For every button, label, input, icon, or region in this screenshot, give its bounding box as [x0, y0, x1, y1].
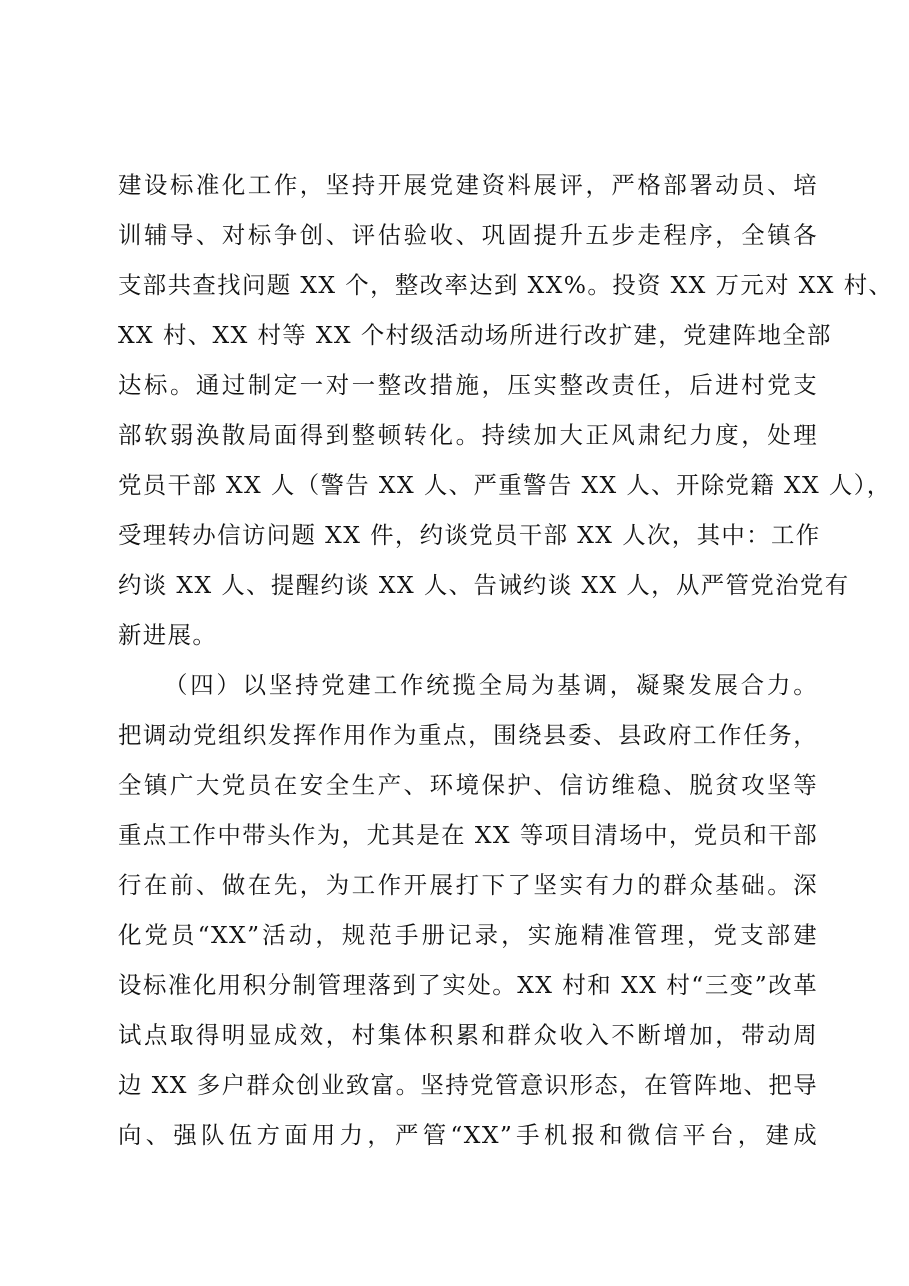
paragraph-line: 新进展。	[118, 621, 218, 649]
paragraph-line: 达标。通过制定一对一整改措施，压实整改责任，后进村党支	[118, 371, 818, 399]
paragraph-line: 把调动党组织发挥作用作为重点，围绕县委、县政府工作任务，	[118, 721, 818, 749]
paragraph-line: 训辅导、对标争创、评估验收、巩固提升五步走程序，全镇各	[118, 221, 818, 249]
paragraph-line: 建设标准化工作，坚持开展党建资料展评，严格部署动员、培	[118, 171, 818, 199]
paragraph-line: 行在前、做在先，为工作开展打下了坚实有力的群众基础。深	[118, 871, 818, 899]
paragraph-line: XX 村、XX 村等 XX 个村级活动场所进行改扩建，党建阵地全部	[118, 321, 832, 349]
paragraph-line: 边 XX 多户群众创业致富。坚持党管意识形态，在管阵地、把导	[118, 1071, 818, 1099]
paragraph-line: 党员干部 XX 人（警告 XX 人、严重警告 XX 人、开除党籍 XX 人），	[118, 471, 892, 499]
paragraph-line: 受理转办信访问题 XX 件，约谈党员干部 XX 人次，其中：工作	[118, 521, 821, 549]
paragraph-line: 化党员“XX”活动，规范手册记录，实施精准管理，党支部建	[118, 921, 818, 949]
paragraph-line: 支部共查找问题 XX 个，整改率达到 XX%。投资 XX 万元对 XX 村、	[118, 271, 894, 299]
paragraph-line: 设标准化用积分制管理落到了实处。XX 村和 XX 村“三变”改革	[118, 971, 818, 999]
paragraph-line: 全镇广大党员在安全生产、环境保护、信访维稳、脱贫攻坚等	[118, 771, 818, 799]
section-heading-line: （四）以坚持党建工作统揽全局为基调，凝聚发展合力。	[164, 671, 818, 699]
paragraph-line: 试点取得明显成效，村集体积累和群众收入不断增加，带动周	[118, 1021, 818, 1049]
paragraph-line: 约谈 XX 人、提醒约谈 XX 人、告诫约谈 XX 人，从严管党治党有	[118, 571, 850, 599]
paragraph-line: 部软弱涣散局面得到整顿转化。持续加大正风肃纪力度，处理	[118, 421, 818, 449]
paragraph-line: 重点工作中带头作为，尤其是在 XX 等项目清场中，党员和干部	[118, 821, 818, 849]
paragraph-line: 向、强队伍方面用力，严管“XX”手机报和微信平台，建成	[118, 1121, 818, 1149]
document-body	[118, 160, 894, 1160]
